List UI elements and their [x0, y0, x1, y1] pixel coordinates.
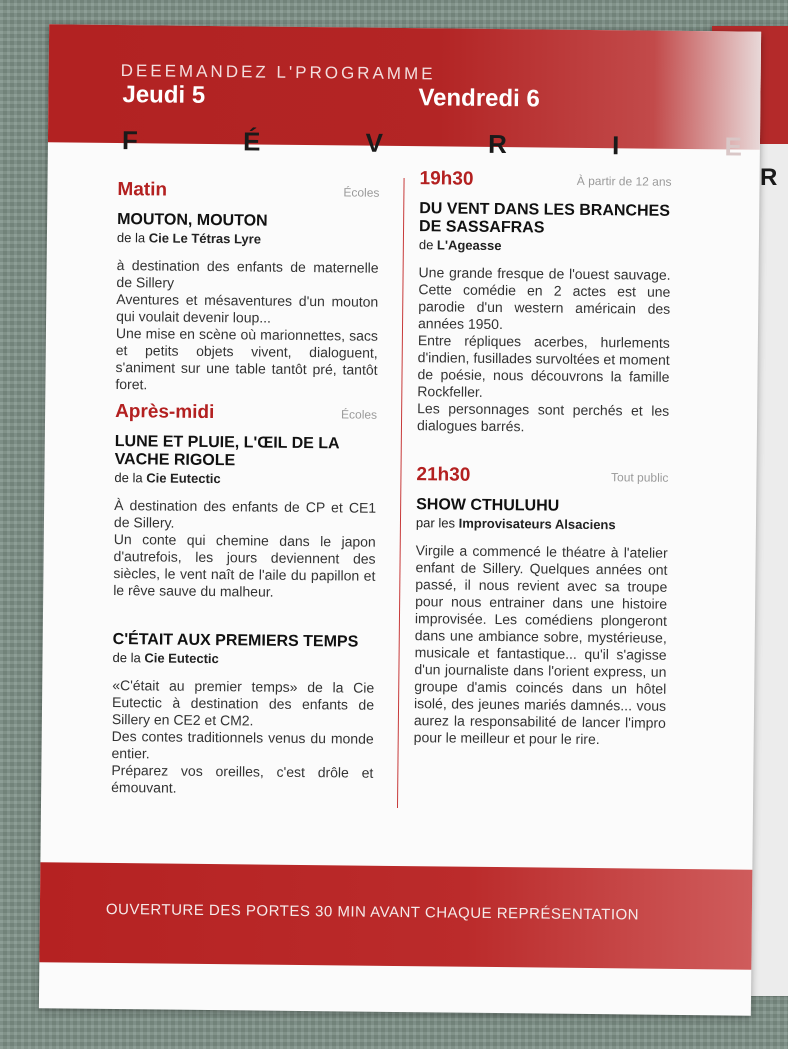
- event-title: SHOW CTHULUHU: [416, 496, 560, 515]
- event-time: 19h30: [419, 168, 474, 190]
- event-matin: [115, 179, 379, 396]
- event-time: Matin: [117, 179, 168, 201]
- description-paragraph: Aventures et mésaventures d'un mouton qui voulait devenir loup...: [116, 291, 379, 326]
- event-apres-midi: [113, 401, 377, 602]
- month-letter: E: [724, 131, 743, 162]
- event-19h30: [417, 168, 672, 437]
- event-title: MOUTON, MOUTON: [117, 211, 268, 230]
- company-prefix: par les: [415, 515, 456, 531]
- day-left-heading: Jeudi 5: [122, 81, 206, 109]
- month-letter: R: [487, 128, 508, 160]
- month-letter: V: [365, 127, 384, 158]
- description-paragraph: Les personnages sont perchés et les dialogues barrés.: [416, 400, 670, 435]
- company-prefix: de la: [114, 470, 143, 486]
- day-right-heading: Vendredi 6: [418, 84, 540, 113]
- tagline: DEEEMANDEZ L'PROGRAMME: [120, 61, 436, 84]
- event-audience: À partir de 12 ans: [576, 173, 672, 189]
- description-paragraph: «C'était au premier temps» de la Cie Eutectic à destination des enfants de Sillery en CE2 et CM2.: [111, 676, 375, 729]
- company-name: Cie Le Tétras Lyre: [148, 230, 262, 247]
- event-title: C'ÉTAIT AUX PREMIERS TEMPS: [112, 630, 359, 651]
- description-paragraph: Préparez vos oreilles, c'est drôle et émouvant.: [111, 761, 374, 796]
- company-name: L'Ageasse: [436, 237, 502, 254]
- event-company: [112, 650, 374, 668]
- description-paragraph: Un conte qui chemine dans le japon d'autrefois, les jours deviennent des siècles, le vent naît de l'aile du papillon et le rêve sauve du malheur.: [113, 531, 376, 600]
- event-audience: Tout public: [611, 470, 669, 485]
- description-paragraph: Des contes traditionnels venus du monde entier.: [111, 727, 374, 762]
- next-page-letter: R: [760, 164, 778, 191]
- footer-notice: OUVERTURE DES PORTES 30 MIN AVANT CHAQUE REPRÉSENTATION: [105, 900, 640, 924]
- event-time: 21h30: [416, 464, 471, 486]
- event-company: [419, 237, 671, 255]
- company-prefix: de la: [116, 230, 146, 246]
- company-name: Improvisateurs Alsaciens: [458, 515, 616, 533]
- month-letter: É: [242, 126, 261, 157]
- event-company: [416, 515, 668, 533]
- event-title: LUNE ET PLUIE, L'ŒIL DE LA VACHE RIGOLE: [114, 433, 340, 470]
- company-prefix: de la: [112, 649, 141, 666]
- event-21h30: [414, 464, 669, 749]
- event-audience: Écoles: [343, 185, 380, 200]
- event-time: Après-midi: [115, 401, 215, 424]
- column-divider: [397, 178, 405, 808]
- event-description: [111, 677, 374, 799]
- description-paragraph: À destination des enfants de CP et CE1 de Sillery.: [113, 497, 377, 531]
- month-letter: F: [121, 125, 139, 156]
- event-title: DU VENT DANS LES BRANCHES DE SASSAFRAS: [418, 200, 671, 237]
- event-premiers-temps: [111, 621, 375, 799]
- event-description: [417, 264, 671, 437]
- event-description: [113, 497, 376, 602]
- event-audience: Écoles: [340, 407, 378, 422]
- event-description: [115, 257, 378, 396]
- company-prefix: de: [418, 237, 434, 253]
- description-paragraph: Virgile a commencé le théatre à l'atelier enfant de Sillery. Quelques années ont passé, il nous revient avec sa troupe pour nous entrainer dans une histoire improvisée. Les comédiens plongeront dans une ambiance sobre, mystérieuse, musicale et fantastique... qu'il s'agisse d'un journaliste dans l'orient express, un groupe d'amis coincés dans un hôtel isolé, des jeunes mariés damnés... vous aurez la responsabilité de lancer l'impro pour le meilleur et pour le rire.: [413, 542, 668, 748]
- description-paragraph: Entre répliques acerbes, hurlements d'indien, fusillades survoltées et moment de poésie, nous découvrons la famille Rockfeller.: [417, 332, 670, 400]
- event-company: [114, 470, 376, 488]
- program-leaflet: [39, 24, 761, 1015]
- company-name: Cie Eutectic: [146, 470, 221, 487]
- company-name: Cie Eutectic: [144, 650, 219, 667]
- month-letter: I: [611, 130, 620, 161]
- description-paragraph: Une grande fresque de l'ouest sauvage. Cette comédie en 2 actes est une parodie d'un western américain des années 1950.: [417, 264, 671, 333]
- event-company: [117, 230, 379, 248]
- event-description: [414, 542, 668, 749]
- description-paragraph: à destination des enfants de maternelle de Sillery: [116, 257, 379, 291]
- description-paragraph: Une mise en scène où marionnettes, sacs et petits objets vivent, dialoguent, s'animent sur une table tantôt pré, tantôt foret.: [115, 325, 379, 393]
- month-letters: [122, 125, 742, 162]
